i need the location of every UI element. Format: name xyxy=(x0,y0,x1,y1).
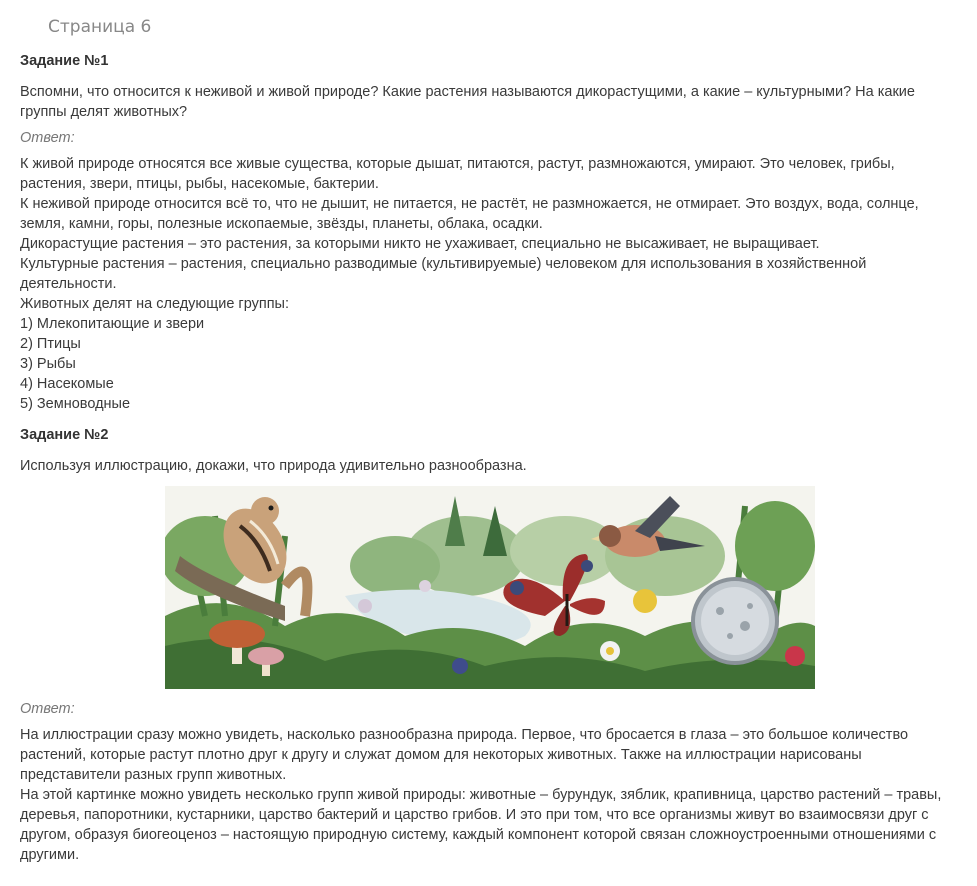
task2-title: Задание №2 xyxy=(20,427,109,443)
task2-answer-label: Ответ: xyxy=(20,701,75,717)
answer-line: На иллюстрации сразу можно увидеть, насколько разнообразна природа. Первое, что бросается в глаза – это большое количество растений, которые растут плотно друг к другу и служат домом для некоторых животных. Также на иллюстрации нарисованы представители разных групп животных. xyxy=(20,727,909,783)
answer-line: На этой картинке можно увидеть несколько групп живой природы: животные – бурундук, зяблик, крапивница, царство растений – травы, деревья, папоротники, кустарники, царство бактерий и царство грибов. И это при том, что все организмы живут во взаимосвязи друг с другом, образуя биогеоценоз – настоящую природную систему, каждый компонент которой связан сложноустроенными отношениями с другими. xyxy=(20,787,942,863)
list-item: 2) Птицы xyxy=(20,336,81,352)
task1-question: Вспомни, что относится к неживой и живой природе? Какие растения называются дикорастущими, а какие – культурными? На какие группы делят животных? xyxy=(20,84,915,120)
page-title: Страница 6 xyxy=(48,17,152,37)
task2-question: Используя иллюстрацию, докажи, что природа удивительно разнообразна. xyxy=(20,458,527,474)
nature-illustration xyxy=(165,486,815,689)
task2-answer xyxy=(20,725,957,865)
task1-answer-label: Ответ: xyxy=(20,130,75,146)
list-item: 1) Млекопитающие и звери xyxy=(20,316,205,332)
answer-line: Дикорастущие растения – это растения, за которыми никто не ухаживает, специально не высаживает, не выращивает. xyxy=(20,236,820,252)
task1-answer xyxy=(20,154,957,414)
task1-title: Задание №1 xyxy=(20,53,109,69)
answer-line: Животных делят на следующие группы: xyxy=(20,296,290,312)
list-item: 3) Рыбы xyxy=(20,356,76,372)
answer-line: К неживой природе относится всё то, что не дышит, не питается, не растёт, не размножается, не отмирает. Это воздух, вода, солнце, земля, камни, горы, полезные ископаемые, звёзды, планеты, облака, осадки. xyxy=(20,196,919,232)
list-item: 5) Земноводные xyxy=(20,396,131,412)
answer-line: Культурные растения – растения, специально разводимые (культивируемые) человеком для использования в хозяйственной деятельности. xyxy=(20,256,867,292)
bacteria-dish xyxy=(693,579,777,663)
list-item: 4) Насекомые xyxy=(20,376,114,392)
answer-line: К живой природе относятся все живые существа, которые дышат, питаются, растут, размножаются, умирают. Это человек, грибы, растения, звери, птицы, рыбы, насекомые, бактерии. xyxy=(20,156,895,192)
nature-illustration-svg xyxy=(165,486,815,689)
